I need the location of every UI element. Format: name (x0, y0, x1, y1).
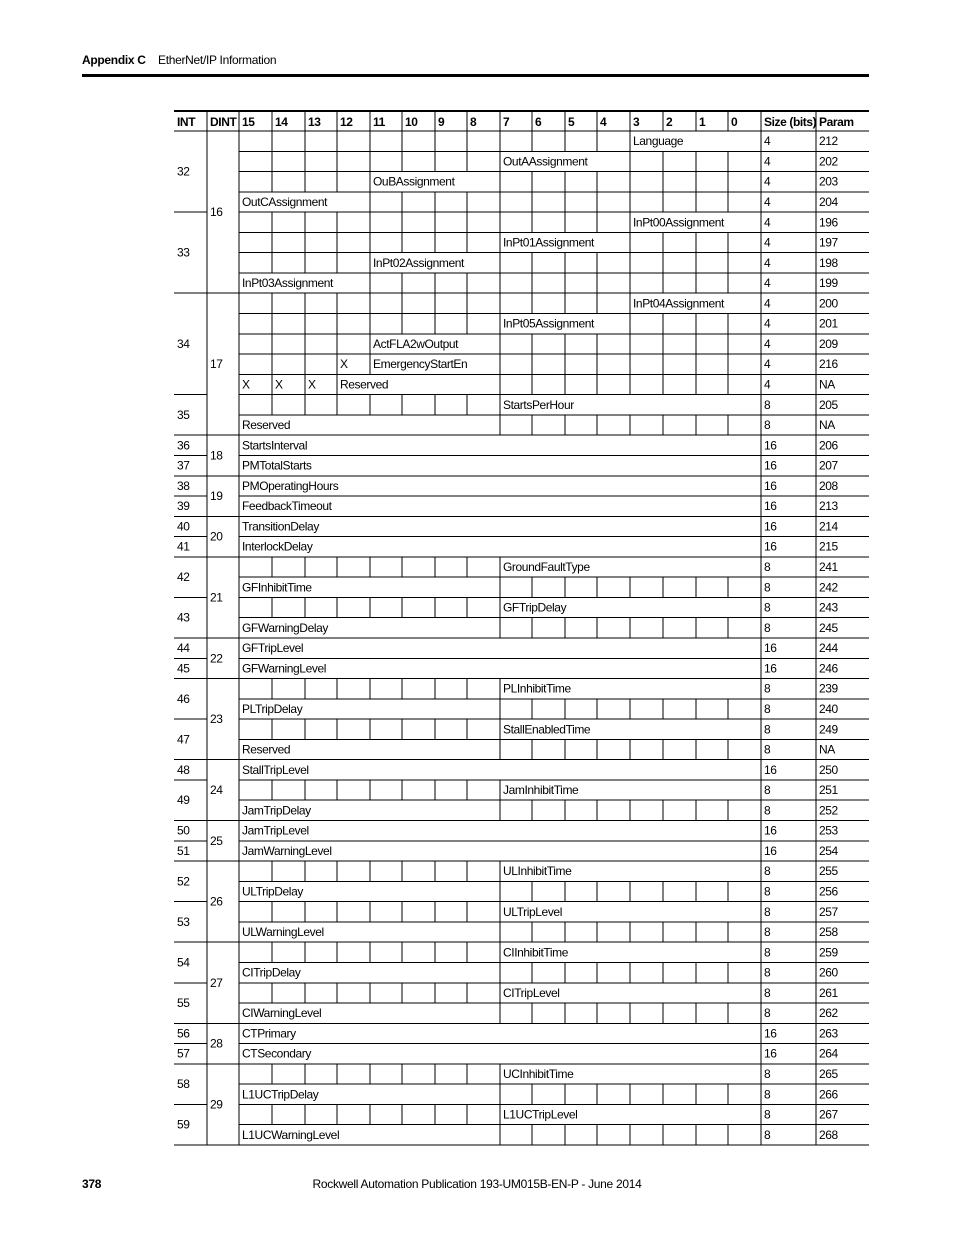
column-header: 5 (568, 115, 575, 129)
dint-cell: 19 (210, 489, 223, 504)
param-cell: 213 (819, 499, 838, 514)
bit-field-label: OutCAssignment (242, 194, 328, 209)
size-bits-cell: 8 (764, 722, 771, 737)
appendix-label: Appendix C (82, 53, 146, 67)
column-header: 1 (699, 115, 706, 129)
size-bits-cell: 4 (764, 134, 771, 149)
int-cell: 34 (177, 336, 190, 351)
bit-field-label: JamInhibitTime (503, 783, 579, 798)
param-cell: 216 (819, 357, 838, 372)
int-cell: 38 (177, 478, 190, 493)
size-bits-cell: 8 (764, 681, 771, 696)
bit-field-label: X (308, 377, 316, 392)
param-cell: 212 (819, 134, 838, 149)
size-bits-cell: 16 (764, 438, 777, 453)
size-bits-cell: 8 (764, 904, 771, 919)
column-header: 2 (666, 115, 673, 129)
int-cell: 39 (177, 499, 190, 514)
column-header: 0 (731, 115, 738, 129)
column-header: 14 (275, 115, 288, 129)
size-bits-cell: 8 (764, 1067, 771, 1082)
size-bits-cell: 16 (764, 499, 777, 514)
size-bits-cell: 16 (764, 641, 777, 656)
param-cell: 207 (819, 458, 838, 473)
bit-field-label: PLInhibitTime (503, 681, 571, 696)
param-cell: 252 (819, 803, 838, 818)
bit-field-label: JamWarningLevel (242, 843, 332, 858)
param-cell: 259 (819, 945, 838, 960)
size-bits-cell: 8 (764, 701, 771, 716)
param-cell: 240 (819, 701, 838, 716)
bit-field-label: Reserved (340, 377, 389, 392)
param-cell: 262 (819, 1006, 838, 1021)
column-header: 7 (503, 115, 510, 129)
param-cell: 267 (819, 1107, 838, 1122)
size-bits-cell: 8 (764, 803, 771, 818)
bit-field-label: GFWarningLevel (242, 661, 326, 676)
size-bits-cell: 4 (764, 194, 771, 209)
bit-field-label: CITripDelay (242, 965, 301, 980)
int-cell: 35 (177, 407, 190, 422)
param-cell: 204 (819, 194, 838, 209)
param-cell: 244 (819, 641, 838, 656)
param-cell: 203 (819, 174, 838, 189)
int-cell: 43 (177, 610, 190, 625)
column-header: 13 (308, 115, 321, 129)
size-bits-cell: 4 (764, 276, 771, 291)
page-number: 378 (82, 1177, 102, 1191)
param-cell: 258 (819, 925, 838, 940)
size-bits-cell: 16 (764, 762, 777, 777)
int-cell: 57 (177, 1046, 190, 1061)
param-cell: 256 (819, 884, 838, 899)
size-bits-cell: 8 (764, 783, 771, 798)
size-bits-cell: 8 (764, 397, 771, 412)
bit-field-label: InPt04Assignment (633, 296, 724, 311)
bit-field-label: TransitionDelay (242, 519, 319, 534)
dint-cell: 18 (210, 448, 223, 463)
param-cell: NA (819, 377, 835, 392)
publication-footer: Rockwell Automation Publication 193-UM015B-EN-P - June 2014 (312, 1177, 642, 1191)
size-bits-cell: 4 (764, 316, 771, 331)
size-bits-cell: 8 (764, 1107, 771, 1122)
param-cell: 254 (819, 843, 838, 858)
size-bits-cell: 8 (764, 580, 771, 595)
column-header: 4 (600, 115, 607, 129)
size-bits-cell: 8 (764, 600, 771, 615)
bit-field-label: StallTripLevel (242, 762, 309, 777)
size-bits-cell: 4 (764, 215, 771, 230)
size-bits-cell: 16 (764, 478, 777, 493)
int-cell: 37 (177, 458, 190, 473)
param-cell: 250 (819, 762, 838, 777)
int-cell: 48 (177, 762, 190, 777)
bit-field-label: ULTripDelay (242, 884, 303, 899)
param-cell: 255 (819, 864, 838, 879)
param-cell: 245 (819, 620, 838, 635)
column-header: INT (177, 115, 196, 129)
column-header: 15 (242, 115, 255, 129)
int-cell: 53 (177, 914, 190, 929)
size-bits-cell: 4 (764, 296, 771, 311)
dint-cell: 17 (210, 357, 223, 372)
dint-cell: 25 (210, 833, 223, 848)
bit-field-label: OuBAssignment (373, 174, 455, 189)
size-bits-cell: 8 (764, 925, 771, 940)
int-cell: 45 (177, 661, 190, 676)
column-header: 8 (470, 115, 477, 129)
size-bits-cell: 8 (764, 864, 771, 879)
bit-field-label: Reserved (242, 742, 291, 757)
bit-field-label: StartsPerHour (503, 397, 574, 412)
param-cell: 201 (819, 316, 838, 331)
size-bits-cell: 8 (764, 1087, 771, 1102)
size-bits-cell: 4 (764, 255, 771, 270)
bit-field-label: L1UCWarningLevel (242, 1127, 340, 1142)
bit-field-label: GFWarningDelay (242, 620, 328, 635)
bit-field-label: InPt00Assignment (633, 215, 724, 230)
size-bits-cell: 16 (764, 458, 777, 473)
size-bits-cell: 4 (764, 336, 771, 351)
param-cell: 208 (819, 478, 838, 493)
dint-cell: 22 (210, 651, 223, 666)
bit-field-label: CTPrimary (242, 1026, 296, 1041)
bit-field-label: X (340, 357, 348, 372)
bit-field-label: OutAAssignment (503, 154, 588, 169)
dint-cell: 28 (210, 1036, 223, 1051)
bit-field-label: CIWarningLevel (242, 1006, 322, 1021)
param-cell: 265 (819, 1067, 838, 1082)
bit-field-label: InPt01Assignment (503, 235, 594, 250)
bit-field-label: ULInhibitTime (503, 864, 572, 879)
column-header: 9 (438, 115, 445, 129)
param-cell: 264 (819, 1046, 838, 1061)
bit-field-label: FeedbackTimeout (242, 499, 332, 514)
dint-cell: 20 (210, 529, 223, 544)
bit-field-label: StartsInterval (242, 438, 308, 453)
int-cell: 33 (177, 245, 190, 260)
size-bits-cell: 16 (764, 1026, 777, 1041)
int-cell: 41 (177, 539, 190, 554)
int-cell: 56 (177, 1026, 190, 1041)
int-cell: 52 (177, 874, 190, 889)
int-cell: 44 (177, 641, 190, 656)
column-header: DINT (210, 115, 237, 129)
param-cell: 200 (819, 296, 838, 311)
param-cell: 199 (819, 276, 838, 291)
bit-field-label: PMOperatingHours (242, 478, 339, 493)
bit-field-label: CIInhibitTime (503, 945, 569, 960)
dint-cell: 21 (210, 590, 223, 605)
int-cell: 46 (177, 691, 190, 706)
bit-field-label: X (242, 377, 250, 392)
param-cell: 261 (819, 985, 838, 1000)
bit-field-label: Reserved (242, 418, 291, 433)
size-bits-cell: 4 (764, 154, 771, 169)
column-header: Size (bits) (764, 115, 817, 129)
int-cell: 58 (177, 1077, 190, 1092)
param-cell: 263 (819, 1026, 838, 1041)
column-header: 6 (535, 115, 542, 129)
int-cell: 50 (177, 823, 190, 838)
int-cell: 51 (177, 843, 190, 858)
bit-field-label: GFTripDelay (503, 600, 567, 615)
bit-field-label: PMTotalStarts (242, 458, 312, 473)
param-cell: 253 (819, 823, 838, 838)
size-bits-cell: 8 (764, 1006, 771, 1021)
bit-field-label: Language (633, 134, 684, 149)
int-cell: 42 (177, 570, 190, 585)
int-cell: 55 (177, 996, 190, 1011)
column-header: 10 (405, 115, 418, 129)
int-cell: 49 (177, 793, 190, 808)
size-bits-cell: 16 (764, 661, 777, 676)
bit-field-label: JamTripLevel (242, 823, 309, 838)
bit-field-label: CITripLevel (503, 985, 560, 1000)
dint-cell: 24 (210, 783, 223, 798)
column-header: Param (819, 115, 854, 129)
column-header: 12 (340, 115, 353, 129)
size-bits-cell: 4 (764, 377, 771, 392)
dint-cell: 29 (210, 1097, 223, 1112)
dint-cell: 27 (210, 975, 223, 990)
param-cell: NA (819, 742, 835, 757)
param-cell: 241 (819, 560, 838, 575)
param-cell: 197 (819, 235, 838, 250)
size-bits-cell: 8 (764, 620, 771, 635)
param-cell: 268 (819, 1127, 838, 1142)
size-bits-cell: 16 (764, 539, 777, 554)
dint-cell: 16 (210, 205, 223, 220)
header-title: EtherNet/IP Information (158, 53, 277, 67)
bit-field-label: L1UCTripDelay (242, 1087, 319, 1102)
param-cell: 257 (819, 904, 838, 919)
size-bits-cell: 8 (764, 1127, 771, 1142)
size-bits-cell: 4 (764, 357, 771, 372)
param-cell: 206 (819, 438, 838, 453)
param-cell: 249 (819, 722, 838, 737)
int-cell: 36 (177, 438, 190, 453)
size-bits-cell: 16 (764, 1046, 777, 1061)
param-cell: 198 (819, 255, 838, 270)
param-cell: 243 (819, 600, 838, 615)
bit-field-label: ActFLA2wOutput (373, 336, 459, 351)
size-bits-cell: 8 (764, 742, 771, 757)
bit-field-label: CTSecondary (242, 1046, 311, 1061)
param-cell: 266 (819, 1087, 838, 1102)
param-cell: 215 (819, 539, 838, 554)
bit-field-label: InPt03Assignment (242, 276, 333, 291)
bit-field-label: EmergencyStartEn (373, 357, 468, 372)
int-cell: 40 (177, 519, 190, 534)
int-cell: 54 (177, 955, 190, 970)
size-bits-cell: 16 (764, 519, 777, 534)
size-bits-cell: 16 (764, 843, 777, 858)
size-bits-cell: 8 (764, 985, 771, 1000)
size-bits-cell: 8 (764, 418, 771, 433)
column-header: 3 (633, 115, 640, 129)
param-cell: 260 (819, 965, 838, 980)
dint-cell: 26 (210, 894, 223, 909)
size-bits-cell: 8 (764, 560, 771, 575)
param-cell: 246 (819, 661, 838, 676)
bit-field-label: GFTripLevel (242, 641, 304, 656)
bit-field-label: PLTripDelay (242, 701, 303, 716)
param-cell: 202 (819, 154, 838, 169)
bit-field-label: GroundFaultType (503, 560, 590, 575)
bit-field-label: UCInhibitTime (503, 1067, 574, 1082)
bit-field-label: InPt02Assignment (373, 255, 464, 270)
int-cell: 47 (177, 732, 190, 747)
bit-field-label: ULWarningLevel (242, 925, 324, 940)
param-cell: 251 (819, 783, 838, 798)
bit-field-label: JamTripDelay (242, 803, 311, 818)
bit-field-label: L1UCTripLevel (503, 1107, 578, 1122)
int-cell: 32 (177, 164, 190, 179)
bit-field-label: GFInhibitTime (242, 580, 312, 595)
param-cell: 196 (819, 215, 838, 230)
bit-field-label: X (275, 377, 283, 392)
size-bits-cell: 8 (764, 945, 771, 960)
bit-field-label: StallEnabledTime (503, 722, 591, 737)
int-cell: 59 (177, 1117, 190, 1132)
size-bits-cell: 8 (764, 884, 771, 899)
column-header: 11 (373, 115, 385, 129)
bit-field-label: InterlockDelay (242, 539, 313, 554)
param-cell: NA (819, 418, 835, 433)
param-cell: 205 (819, 397, 838, 412)
param-cell: 239 (819, 681, 838, 696)
dint-cell: 23 (210, 712, 223, 727)
param-cell: 242 (819, 580, 838, 595)
param-cell: 209 (819, 336, 838, 351)
bit-field-label: ULTripLevel (503, 904, 562, 919)
size-bits-cell: 4 (764, 235, 771, 250)
size-bits-cell: 4 (764, 174, 771, 189)
param-cell: 214 (819, 519, 838, 534)
size-bits-cell: 8 (764, 965, 771, 980)
bit-field-label: InPt05Assignment (503, 316, 594, 331)
size-bits-cell: 16 (764, 823, 777, 838)
